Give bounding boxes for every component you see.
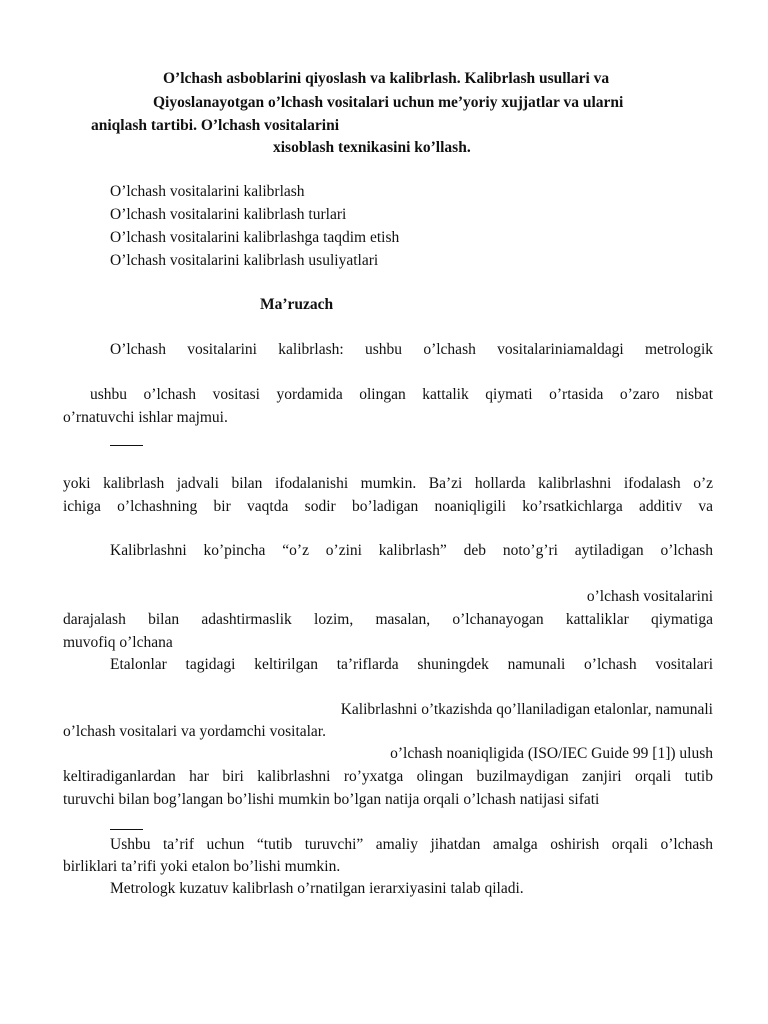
paragraph-line: Etalonlar tagidagi keltirilgan ta’riflarda shuningdek namunali o’lchash vositalari [110,656,713,673]
title-line-4: xisoblash texnikasini ko’llash. [273,139,471,156]
paragraph-line: Kalibrlashni o’tkazishda qo’llaniladigan etalonlar, namunali [340,701,713,718]
paragraph-line: birliklari ta’rifi yoki etalon bo’lishi mumkin. [63,858,341,875]
paragraph-line: Metrologk kuzatuv kalibrlash o’rnatilgan ierarxiyasini talab qiladi. [110,880,524,897]
paragraph-line: Ushbu ta’rif uchun “tutib turuvchi” amaliy jihatdan amalga oshirish orqali o’lchash [110,836,713,853]
paragraph-line: keltiradiganlardan har biri kalibrlashni ro’yxatga olingan buzilmaydigan zanjiri orqali tutib [63,768,713,785]
paragraph-line: ichiga o’lchashning bir vaqtda sodir bo’ladigan noaniqligili ko’rsatkichlarga additiv va [63,498,713,515]
title-line-1: O’lchash asboblarini qiyoslash va kalibrlash. Kalibrlash usullari va [163,70,610,87]
topic-item: O’lchash vositalarini kalibrlash usuliyatlari [110,252,379,269]
footnote-rule [110,445,143,446]
section-heading: Ma’ruzach [260,296,334,313]
title-line-3: aniqlash tartibi. O’lchash vositalarini [91,117,340,134]
paragraph-line: o’lchash vositalari va yordamchi vositalar. [63,723,326,740]
paragraph-line: o’rnatuvchi ishlar majmui. [63,409,228,426]
topic-item: O’lchash vositalarini kalibrlash [110,183,305,200]
title-line-2: Qiyoslanayotgan o’lchash vositalari uchun me’yoriy xujjatlar va ularni [153,94,624,111]
paragraph-line: o’lchash noaniqligida (ISO/IEC Guide 99 [1]) ulush [390,745,713,762]
paragraph-line: turuvchi bilan bog’langan bo’lishi mumkin bo’lgan natija orqali o’lchash natijasi sifati [63,791,600,808]
paragraph-line: darajalash bilan adashtirmaslik lozim, masalan, o’lchanayogan kattaliklar qiymatiga [63,611,713,628]
topic-item: O’lchash vositalarini kalibrlashga taqdim etish [110,229,400,246]
paragraph-line: muvofiq o’lchana [63,634,173,651]
paragraph-line: O’lchash vositalarini kalibrlash: ushbu o’lchash vositalariniamaldagi metrologik [110,341,713,358]
paragraph-line: Kalibrlashni ko’pincha “o’z o’zini kalibrlash” deb noto’g’ri aytiladigan o’lchash [110,542,713,559]
footnote-rule [110,829,143,830]
paragraph-line: yoki kalibrlash jadvali bilan ifodalanishi mumkin. Ba’zi hollarda kalibrlashni ifodalash o’z [63,475,713,492]
topic-item: O’lchash vositalarini kalibrlash turlari [110,206,347,223]
paragraph-line: ushbu o’lchash vositasi yordamida olingan kattalik qiymati o’rtasida o’zaro nisbat [90,386,713,403]
paragraph-line: o’lchash vositalarini [586,588,713,605]
